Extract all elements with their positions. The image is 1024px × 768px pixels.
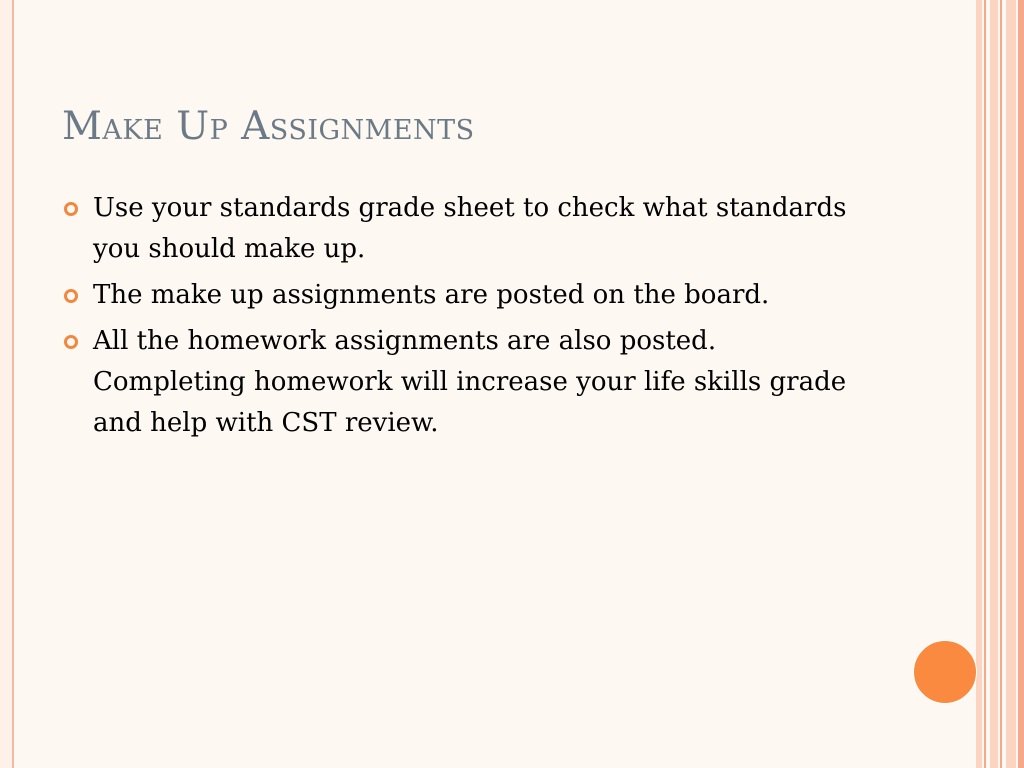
slide-title: Make Up Assignments <box>62 104 475 149</box>
bullet-item <box>62 321 862 444</box>
hollow-circle-bullet-icon <box>64 335 78 349</box>
orange-circle-icon <box>913 640 977 704</box>
bullet-item <box>62 188 862 270</box>
hollow-circle-bullet-icon <box>64 202 78 216</box>
right-stripe <box>976 0 982 768</box>
bullet-text: All the homework assignments are also posted. Completing homework will increase your life skills grade and help with CST review. <box>93 326 847 438</box>
right-stripe <box>1018 0 1024 768</box>
bullet-text: Use your standards grade sheet to check what standards you should make up. <box>93 193 847 264</box>
hollow-circle-bullet-icon <box>64 289 78 303</box>
right-stripe <box>1006 0 1016 768</box>
bullet-text: The make up assignments are posted on the board. <box>93 280 770 310</box>
right-stripes-decoration <box>976 0 1024 768</box>
left-border-decoration <box>0 0 14 768</box>
bullet-item <box>62 275 862 316</box>
bullet-list <box>62 188 862 449</box>
right-stripe <box>984 0 986 768</box>
right-stripe <box>990 0 998 768</box>
right-stripe <box>1000 0 1002 768</box>
